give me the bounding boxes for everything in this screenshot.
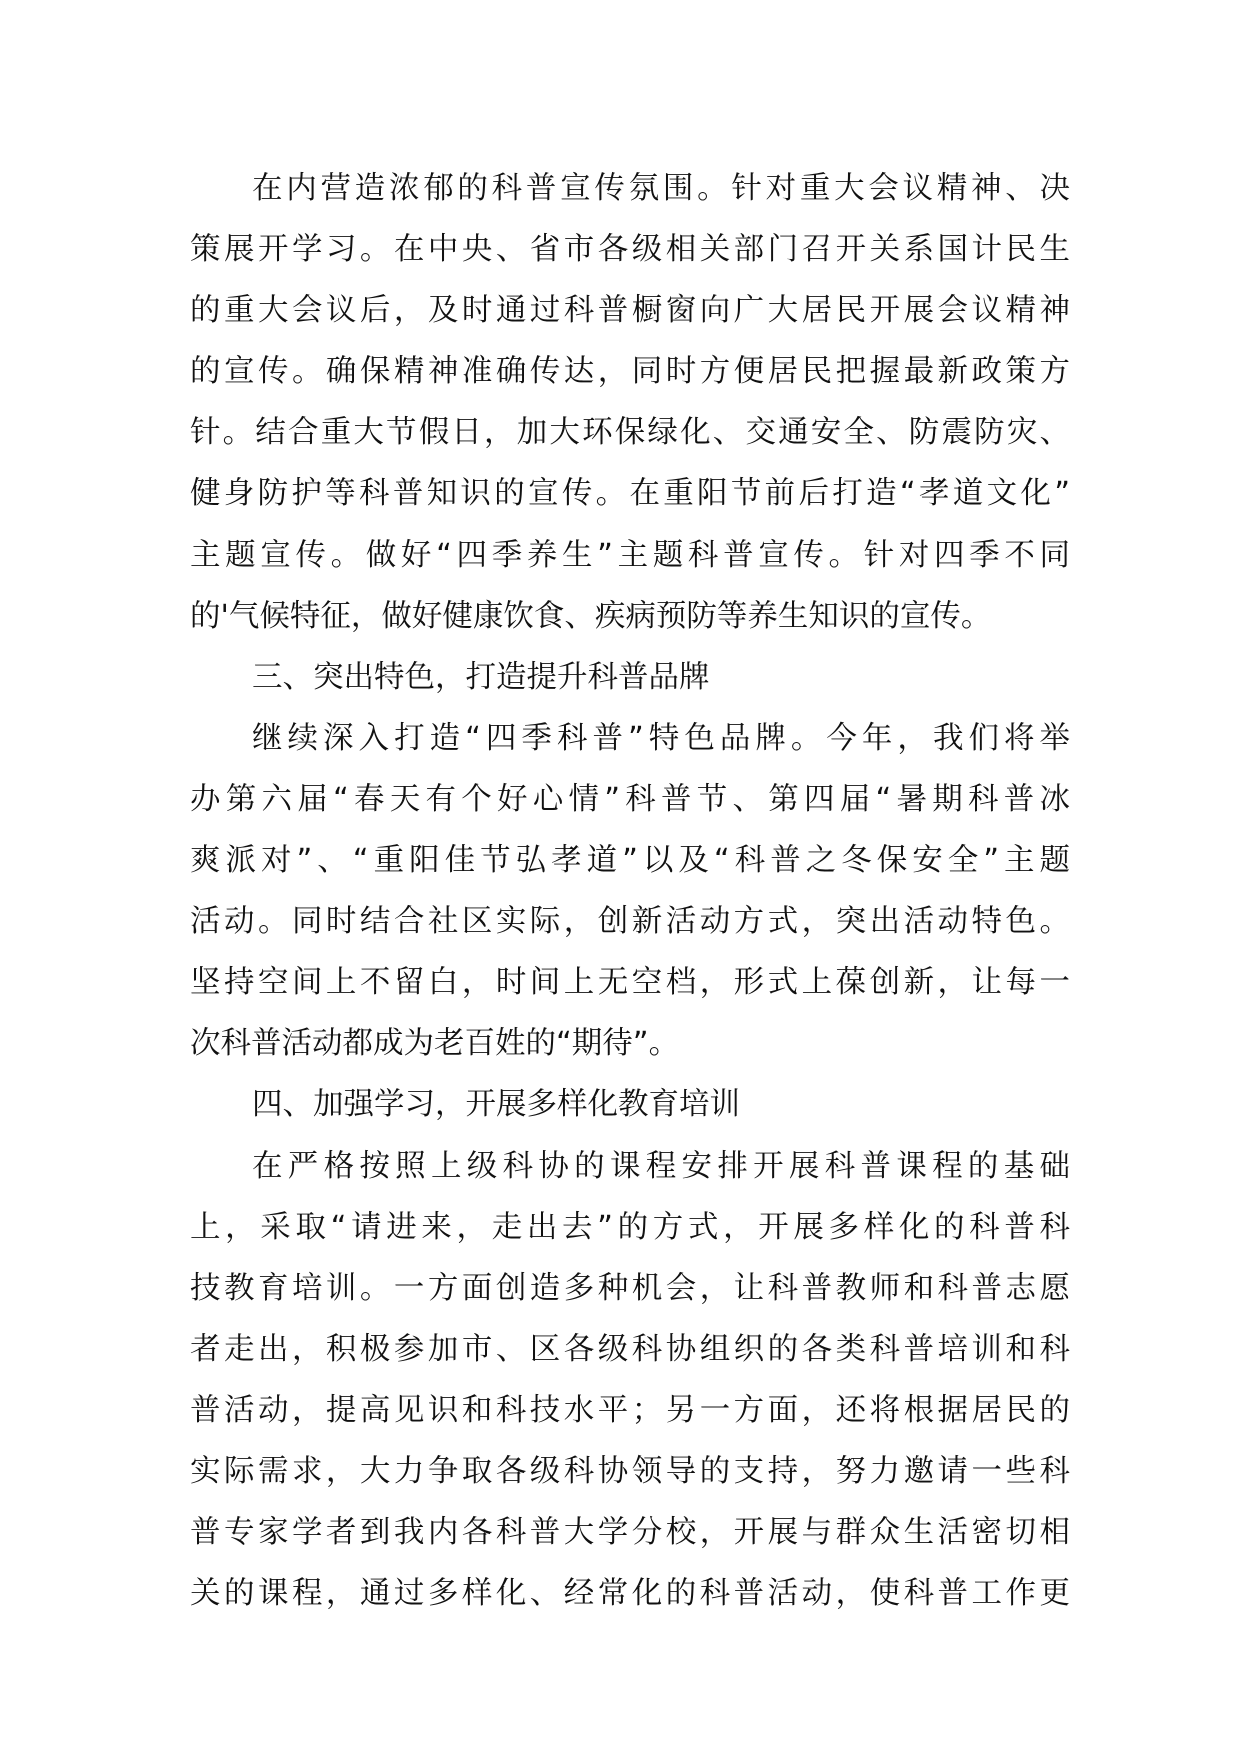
text-line: 爽派对”、“重阳佳节弘孝道”以及“科普之冬保安全”主题 bbox=[190, 843, 1070, 879]
text-line: 坚持空间上不留白，时间上无空档，形式上葆创新，让每一 bbox=[190, 965, 1070, 1001]
document-body bbox=[190, 158, 1070, 1624]
text-line: 策展开学习。在中央、省市各级相关部门召开关系国计民生 bbox=[190, 232, 1070, 268]
text-line: 普活动，提高见识和科技水平；另一方面，还将根据居民的 bbox=[190, 1392, 1070, 1428]
text-line: 普专家学者到我内各科普大学分校，开展与群众生活密切相 bbox=[190, 1515, 1070, 1551]
text-line: 次科普活动都成为老百姓的“期待”。 bbox=[190, 1026, 680, 1062]
text-line: 实际需求，大力争取各级科协领导的支持，努力邀请一些科 bbox=[190, 1453, 1070, 1489]
paragraph-2 bbox=[190, 708, 1070, 1075]
heading-text: 三、突出特色，打造提升科普品牌 bbox=[252, 659, 710, 695]
text-line: 者走出，积极参加市、区各级科协组织的各类科普培训和科 bbox=[190, 1331, 1070, 1367]
text-line: 的重大会议后，及时通过科普橱窗向广大居民开展会议精神 bbox=[190, 293, 1070, 329]
text-line: 关的课程，通过多样化、经常化的科普活动，使科普工作更 bbox=[190, 1576, 1070, 1612]
text-line: 上，采取“请进来，走出去”的方式，开展多样化的科普科 bbox=[190, 1209, 1070, 1245]
text-line: 在内营造浓郁的科普宣传氛围。针对重大会议精神、决 bbox=[252, 171, 1070, 206]
text-line: 在严格按照上级科协的课程安排开展科普课程的基础 bbox=[252, 1148, 1070, 1184]
text-line: 健身防护等科普知识的宣传。在重阳节前后打造“孝道文化” bbox=[190, 476, 1070, 512]
section-heading-3 bbox=[190, 647, 1070, 708]
text-line: 继续深入打造“四季科普”特色品牌。今年，我们将举 bbox=[252, 720, 1070, 756]
section-heading-4 bbox=[190, 1074, 1070, 1135]
paragraph-3 bbox=[190, 1136, 1070, 1625]
text-line: 技教育培训。一方面创造多种机会，让科普教师和科普志愿 bbox=[190, 1270, 1070, 1306]
text-line: 的宣传。确保精神准确传达，同时方便居民把握最新政策方 bbox=[190, 354, 1070, 390]
paragraph-1 bbox=[190, 158, 1070, 647]
text-line: 主题宣传。做好“四季养生”主题科普宣传。针对四季不同 bbox=[190, 537, 1070, 573]
text-line: 的'气候特征，做好健康饮食、疾病预防等养生知识的宣传。 bbox=[190, 598, 992, 634]
text-line: 针。结合重大节假日，加大环保绿化、交通安全、防震防灾、 bbox=[190, 415, 1070, 451]
text-line: 办第六届“春天有个好心情”科普节、第四届“暑期科普冰 bbox=[190, 781, 1070, 817]
heading-text: 四、加强学习，开展多样化教育培训 bbox=[252, 1087, 740, 1123]
text-line: 活动。同时结合社区实际，创新活动方式，突出活动特色。 bbox=[190, 904, 1070, 940]
